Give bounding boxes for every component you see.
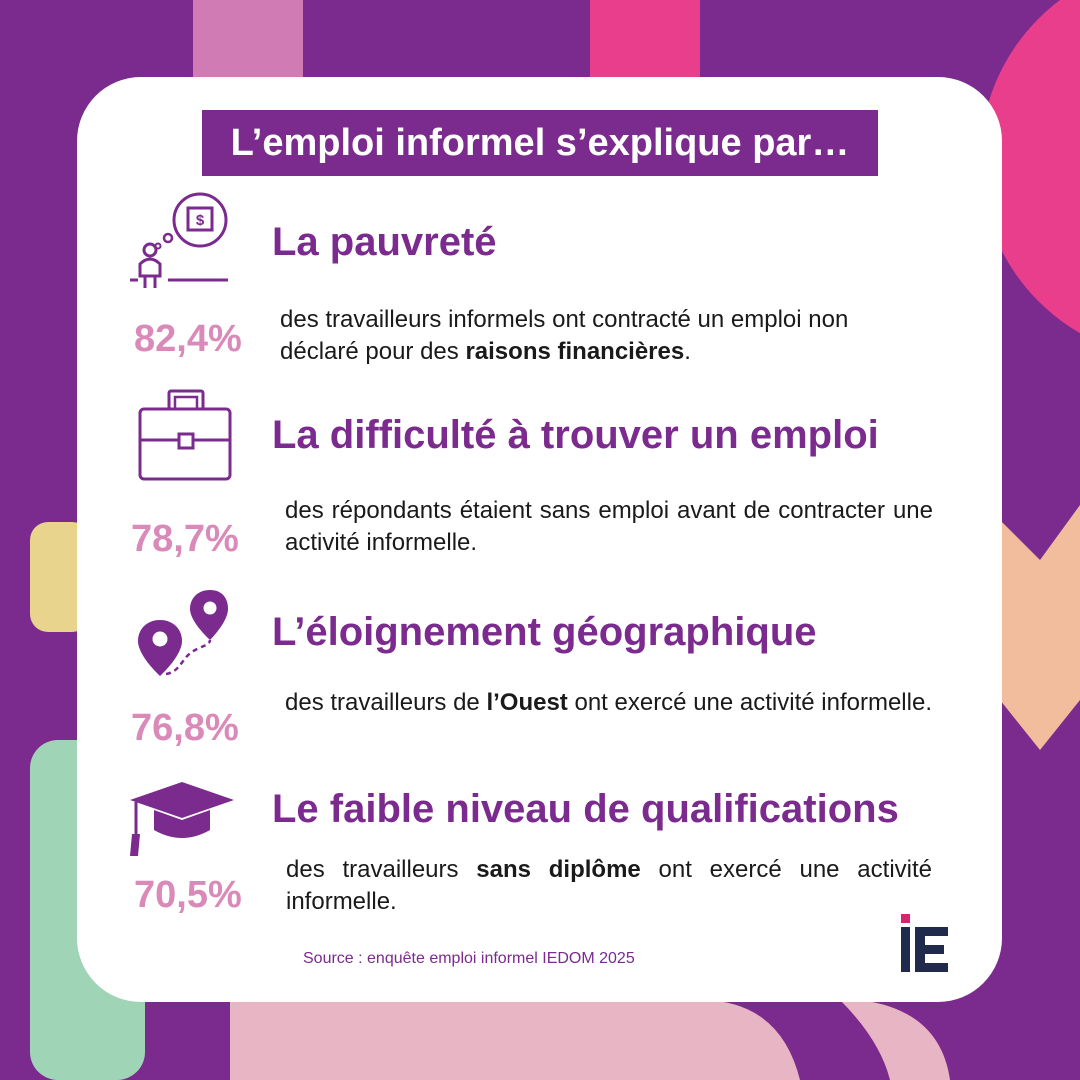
heading-job-difficulty: La difficulté à trouver un emploi (272, 413, 879, 457)
description-text: des travailleurs informels ont contracté un emploi non déclaré pour des (280, 306, 849, 365)
heading-geographic-distance: L’éloignement géographique (272, 610, 817, 654)
description-emphasis: sans diplôme (476, 856, 641, 883)
map-pin-route-icon (136, 588, 232, 680)
graduation-cap-icon (128, 780, 236, 858)
description-poverty (280, 304, 920, 368)
iedom-logo (898, 914, 950, 974)
description-geographic-distance (285, 687, 933, 719)
description-text: des travailleurs de (285, 689, 487, 716)
poverty-icon (128, 192, 232, 292)
description-text: . (684, 338, 691, 365)
description-text: des travailleurs (286, 856, 477, 883)
description-emphasis: l’Ouest (486, 689, 568, 716)
page-title (202, 110, 878, 176)
description-text: ont exercé une activité informelle. (286, 856, 932, 915)
source-note: Source : enquête emploi informel IEDOM 2025 (303, 950, 635, 967)
description-text: ont exercé une activité informelle. (567, 689, 932, 716)
heading-qualifications: Le faible niveau de qualifications (272, 787, 899, 831)
percent-poverty: 82,4% (134, 318, 242, 360)
percent-geographic-distance: 76,8% (131, 707, 239, 749)
briefcase-icon (137, 388, 233, 482)
page-title-text: L’emploi informel s’explique par… (230, 121, 850, 164)
bg-peach-chevron (1000, 505, 1080, 750)
bg-pink-band-bottom (230, 1000, 800, 1080)
svg-text:$: $ (195, 212, 205, 229)
description-qualifications (286, 854, 932, 918)
percent-job-difficulty: 78,7% (131, 518, 239, 560)
heading-poverty: La pauvreté (272, 220, 497, 264)
description-job-difficulty: des répondants étaient sans emploi avant de contracter une activité informelle. (285, 497, 933, 556)
bg-pink-arc-bottom-right (840, 1000, 950, 1080)
percent-qualifications: 70,5% (134, 874, 242, 916)
description-emphasis: raisons financières (465, 338, 685, 365)
